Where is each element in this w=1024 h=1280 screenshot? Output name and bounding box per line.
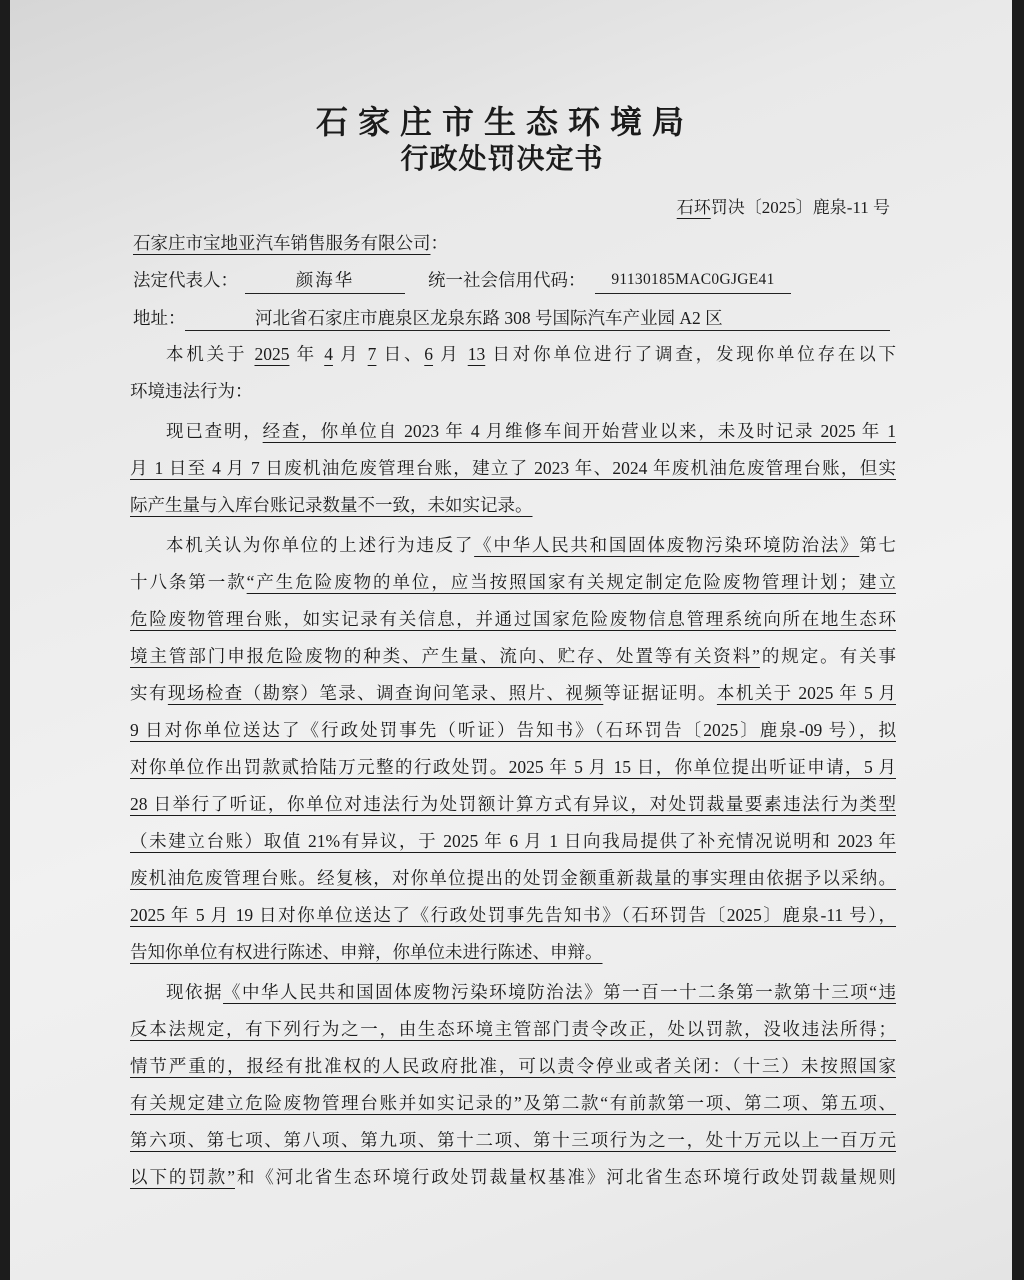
text-run: 现已查明， (166, 421, 263, 441)
paragraph (130, 336, 896, 410)
credit-code-label: 统一社会信用代码： (428, 270, 586, 290)
paragraph (130, 974, 896, 1196)
document-title: 行政处罚决定书 (400, 144, 604, 175)
legal-rep-label: 法定代表人： (133, 270, 238, 290)
text-run: 本机关认为你单位的上述行为违反了 (166, 535, 475, 555)
underlined-text: 告知你单位有权进行陈述、申辩，你单位未进行陈述、申辩。 (130, 942, 603, 962)
address-value: 河北省石家庄市鹿泉区龙泉东路 308 号国际汽车产业园 A2 区 (185, 306, 890, 331)
text-line (130, 564, 896, 601)
underlined-text: 本机关于 2025 年 5 月 (716, 683, 896, 703)
text-line (130, 749, 896, 786)
text-line (130, 336, 896, 373)
underlined-text: 情节严重的，报经有批准权的人民政府批准，可以责令停业或者关闭：（十三）未按照国家 (130, 1056, 896, 1076)
document-page (10, 0, 1012, 1280)
text-line (130, 373, 896, 410)
text-run: 月 (433, 344, 468, 364)
underlined-text: 月 1 日至 4 月 7 日废机油危废管理台账，建立了 2023 年、2024 年废机油危废管理台账，但实 (130, 458, 896, 478)
underlined-text: 废机油危废管理台账。经复核，对你单位提出的处罚金额重新裁量的事实理由依据予以采纳。 (130, 868, 896, 888)
underlined-text: 4 (324, 344, 333, 364)
underlined-text: 28 日举行了听证，你单位对违法行为处罚额计算方式有异议，对处罚裁量要素违法行为类型 (130, 794, 896, 814)
text-line (130, 1122, 896, 1159)
underlined-text: 反本法规定，有下列行为之一，由生态环境主管部门责令改正，处以罚款，没收违法所得； (130, 1019, 896, 1039)
text-line (130, 1048, 896, 1085)
paragraph (130, 413, 896, 524)
text-run: 年 (289, 344, 325, 364)
paragraph (130, 527, 896, 971)
text-run: 实有 (130, 683, 168, 703)
document-number (677, 196, 890, 220)
underlined-text: 际产生量与入库台账记录数量不一致，未如实记录。 (130, 495, 533, 515)
agency-title: 石家庄市生态环境局 (315, 104, 694, 140)
underlined-text: 《中华人民共和国固体废物污染环境防治法》第一百一十二条第一款第十三项“违 (223, 982, 896, 1002)
underlined-text: 9 日对你单位送达了《行政处罚事先（听证）告知书》（石环罚告〔2025〕鹿泉-09 号），拟 (130, 720, 896, 740)
document-number-prefix: 石环 (676, 198, 711, 217)
recipient-colon: ： (430, 233, 448, 253)
underlined-text: 境主管部门申报危险废物的种类、产生量、流向、贮存、处置等有关资料” (130, 646, 760, 666)
text-line (130, 897, 896, 934)
text-run: 月 (332, 344, 368, 364)
text-line (130, 1011, 896, 1048)
text-run: 本机关于 (166, 344, 255, 364)
underlined-text: 对你单位作出罚款贰拾陆万元整的行政处罚。2025 年 5 月 15 日，你单位提出听证申请，5 月 (130, 757, 896, 777)
recipient-line (133, 231, 448, 255)
underlined-text: （未建立台账）取值 21%有异议，于 2025 年 6 月 1 日向我局提供了补充情况说明和 2023 年 (130, 831, 896, 851)
text-run: 第七 (859, 535, 896, 555)
document-number-rest: 罚决〔2025〕鹿泉-11 号 (710, 198, 890, 217)
text-run: 现依据 (166, 982, 224, 1002)
text-line (130, 675, 896, 712)
text-run: 十八条第一款 (130, 572, 247, 592)
text-line (130, 450, 896, 487)
address-label: 地址： (133, 308, 186, 328)
text-line (130, 823, 896, 860)
underlined-text: 6 (424, 344, 434, 364)
underlined-text: 现场检查（勘察）笔录、调查询问笔录、照片、视频 (167, 683, 604, 703)
underlined-text: 2025 年 5 月 19 日对你单位送达了《行政处罚事先告知书》（石环罚告〔2025〕鹿泉-11 号）， (130, 905, 896, 925)
underlined-text: 2025 (254, 344, 290, 364)
text-line (130, 712, 896, 749)
text-run: 环境违法行为： (130, 381, 253, 401)
credit-code-value: 91130185MAC0GJGE41 (595, 268, 791, 294)
text-line (130, 1159, 896, 1196)
text-line (130, 487, 896, 524)
underlined-text: 7 (367, 344, 377, 364)
underlined-text: 第六项、第七项、第八项、第九项、第十二项、第十三项行为之一，处十万元以上一百万元 (130, 1130, 896, 1150)
text-line (130, 638, 896, 675)
text-line (130, 786, 896, 823)
underlined-text: 危险废物管理台账，如实记录有关信息，并通过国家危险废物信息管理系统向所在地生态环 (130, 609, 896, 629)
text-run: 等证据证明。 (603, 683, 717, 703)
text-line (130, 1085, 896, 1122)
recipient-company: 石家庄市宝地亚汽车销售服务有限公司 (133, 233, 431, 253)
text-line (130, 527, 896, 564)
text-run: 日、 (376, 344, 425, 364)
text-line (130, 974, 896, 1011)
text-line (130, 860, 896, 897)
text-run: 日对你单位进行了调查，发现你单位存在以下 (485, 344, 896, 364)
document-body (130, 336, 896, 1196)
underlined-text: “产生危险废物的单位，应当按照国家有关规定制定危险废物管理计划；建立 (246, 572, 896, 592)
text-line (130, 934, 896, 971)
underlined-text: 13 (467, 344, 486, 364)
text-run: 的规定。有关事 (759, 646, 896, 666)
underlined-text: 经查，你单位自 2023 年 4 月维修车间开始营业以来，未及时记录 2025 年 1 (262, 421, 896, 441)
text-line (130, 413, 896, 450)
text-run: 和《河北省生态环境行政处罚裁量权基准》河北省生态环境行政处罚裁量规则 (234, 1167, 896, 1187)
underlined-text: 有关规定建立危险废物管理台账并如实记录的”及第二款“有前款第一项、第二项、第五项、 (130, 1093, 896, 1113)
legal-rep-name: 颜海华 (245, 268, 405, 294)
underlined-text: 《中华人民共和国固体废物污染环境防治法》 (474, 535, 860, 555)
text-line (130, 601, 896, 638)
underlined-text: 以下的罚款” (130, 1167, 235, 1187)
